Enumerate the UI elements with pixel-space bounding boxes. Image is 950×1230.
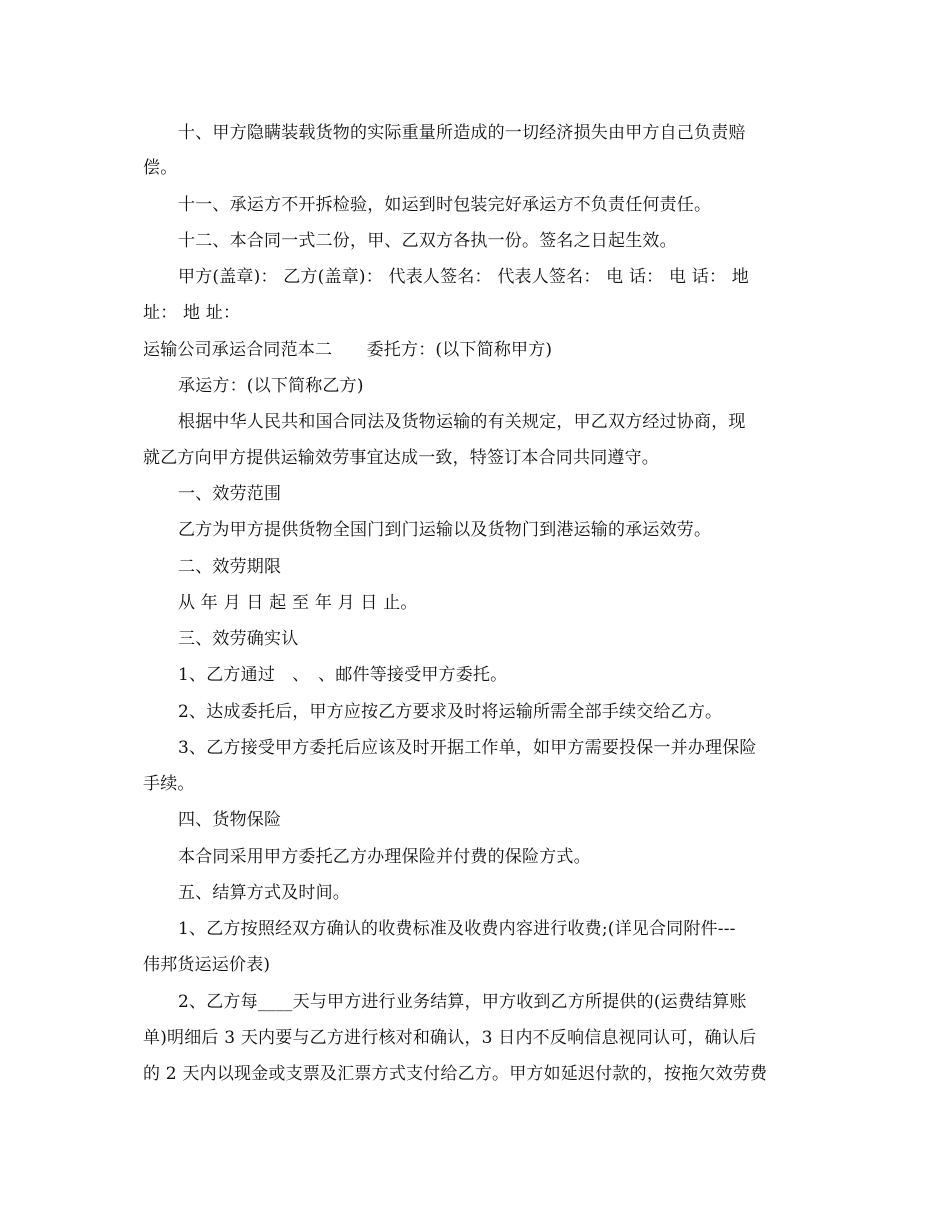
clause-heading: 三、效劳确实认 bbox=[178, 629, 299, 649]
paragraph-line: 单)明细后 3 天内要与乙方进行核对和确认，3 日内不反响信息视同认可，确认后 bbox=[143, 1028, 757, 1048]
section-title-line: 运输公司承运合同范本二 委托方：(以下简称甲方) bbox=[143, 340, 553, 360]
paragraph-line: 十一、承运方不开拆检验，如运到时包装完好承运方不负责任何责任。 bbox=[178, 195, 712, 215]
paragraph-line: 根据中华人民共和国合同法及货物运输的有关规定，甲乙双方经过协商，现 bbox=[178, 412, 746, 432]
paragraph-line: 承运方：(以下简称乙方) bbox=[178, 376, 364, 396]
paragraph-line: 1、乙方按照经双方确认的收费标准及收费内容进行收费;(详见合同附件--- bbox=[178, 919, 736, 939]
clause-heading: 四、货物保险 bbox=[178, 810, 282, 830]
paragraph-line: 十、甲方隐瞒装载货物的实际重量所造成的一切经济损失由甲方自己负责赔 bbox=[178, 123, 746, 143]
paragraph-line: 2、达成委托后，甲方应按乙方要求及时将运输所需全部手续交给乙方。 bbox=[178, 702, 723, 722]
paragraph-line: 手续。 bbox=[143, 774, 195, 794]
paragraph-line: 3、乙方接受甲方委托后应该及时开据工作单，如甲方需要投保一并办理保险 bbox=[178, 738, 757, 758]
paragraph-line: 偿。 bbox=[143, 158, 178, 178]
paragraph-line: 十二、本合同一式二份，甲、乙双方各执一份。签名之日起生效。 bbox=[178, 231, 677, 251]
clause-heading: 二、效劳期限 bbox=[178, 557, 282, 577]
paragraph-line: 2、乙方每____天与甲方进行业务结算，甲方收到乙方所提供的(运费结算账 bbox=[178, 992, 747, 1012]
paragraph-line: 本合同采用甲方委托乙方办理保险并付费的保险方式。 bbox=[178, 847, 591, 867]
paragraph-line: 从 年 月 日 起 至 年 月 日 止。 bbox=[178, 593, 418, 613]
clause-heading: 一、效劳范围 bbox=[178, 484, 282, 504]
clause-heading: 五、结算方式及时间。 bbox=[178, 883, 350, 903]
paragraph-line: 的 2 天内以现金或支票及汇票方式支付给乙方。甲方如延迟付款的，按拖欠效劳费 bbox=[143, 1064, 768, 1084]
signature-line: 址： 地 址： bbox=[143, 303, 241, 323]
signature-line: 甲方(盖章)： 乙方(盖章)： 代表人签名： 代表人签名： 电 话： 电 话： 地 bbox=[178, 267, 749, 287]
paragraph-line: 1、乙方通过 、 、邮件等接受甲方委托。 bbox=[178, 665, 508, 685]
paragraph-line: 乙方为甲方提供货物全国门到门运输以及货物门到港运输的承运效劳。 bbox=[178, 520, 712, 540]
paragraph-line: 伟邦货运运价表) bbox=[143, 955, 271, 975]
paragraph-line: 就乙方向甲方提供运输效劳事宜达成一致，特签订本合同共同遵守。 bbox=[143, 448, 659, 468]
